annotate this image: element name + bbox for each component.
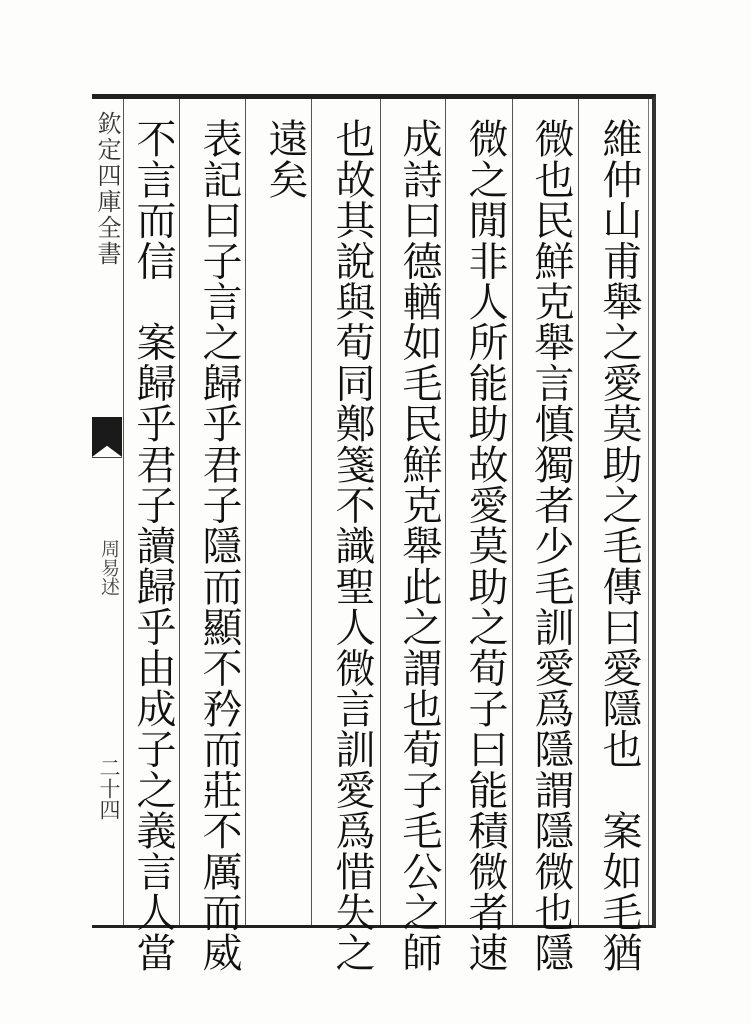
- text-column-7: 表記曰子言之歸乎君子隱而顯不矜而莊不厲而威: [196, 118, 242, 973]
- chapter-title: 周易述: [98, 539, 120, 596]
- text-column-3: 微之閒非人所能助故愛莫助之荀子曰能積微者速: [462, 118, 508, 973]
- text-column-5: 也故其說與荀同鄭箋不識聖人微言訓愛爲惜失之: [329, 118, 375, 973]
- book-title: 欽定四庫全書: [93, 111, 121, 267]
- text-column-8: 不言而信 案歸乎君子讀歸乎由成子之義言人當: [130, 118, 176, 973]
- page-number: 二十四: [97, 757, 121, 820]
- page-margin-column: [92, 99, 122, 925]
- text-column-1: 維仲山甫舉之愛莫助之毛傳曰愛隱也 案如毛猶: [596, 118, 642, 973]
- column-rule: [311, 99, 312, 925]
- text-column-2: 微也民鮮克舉言慎獨者少毛訓愛爲隱謂隱微也隱: [528, 118, 574, 973]
- text-column-4: 成詩曰德輶如毛民鮮克舉此之謂也荀子毛公之師: [396, 118, 442, 973]
- fish-tail-mark: [92, 417, 122, 457]
- text-column-6: 遠矣: [262, 118, 308, 200]
- fish-tail-rule: [92, 457, 122, 462]
